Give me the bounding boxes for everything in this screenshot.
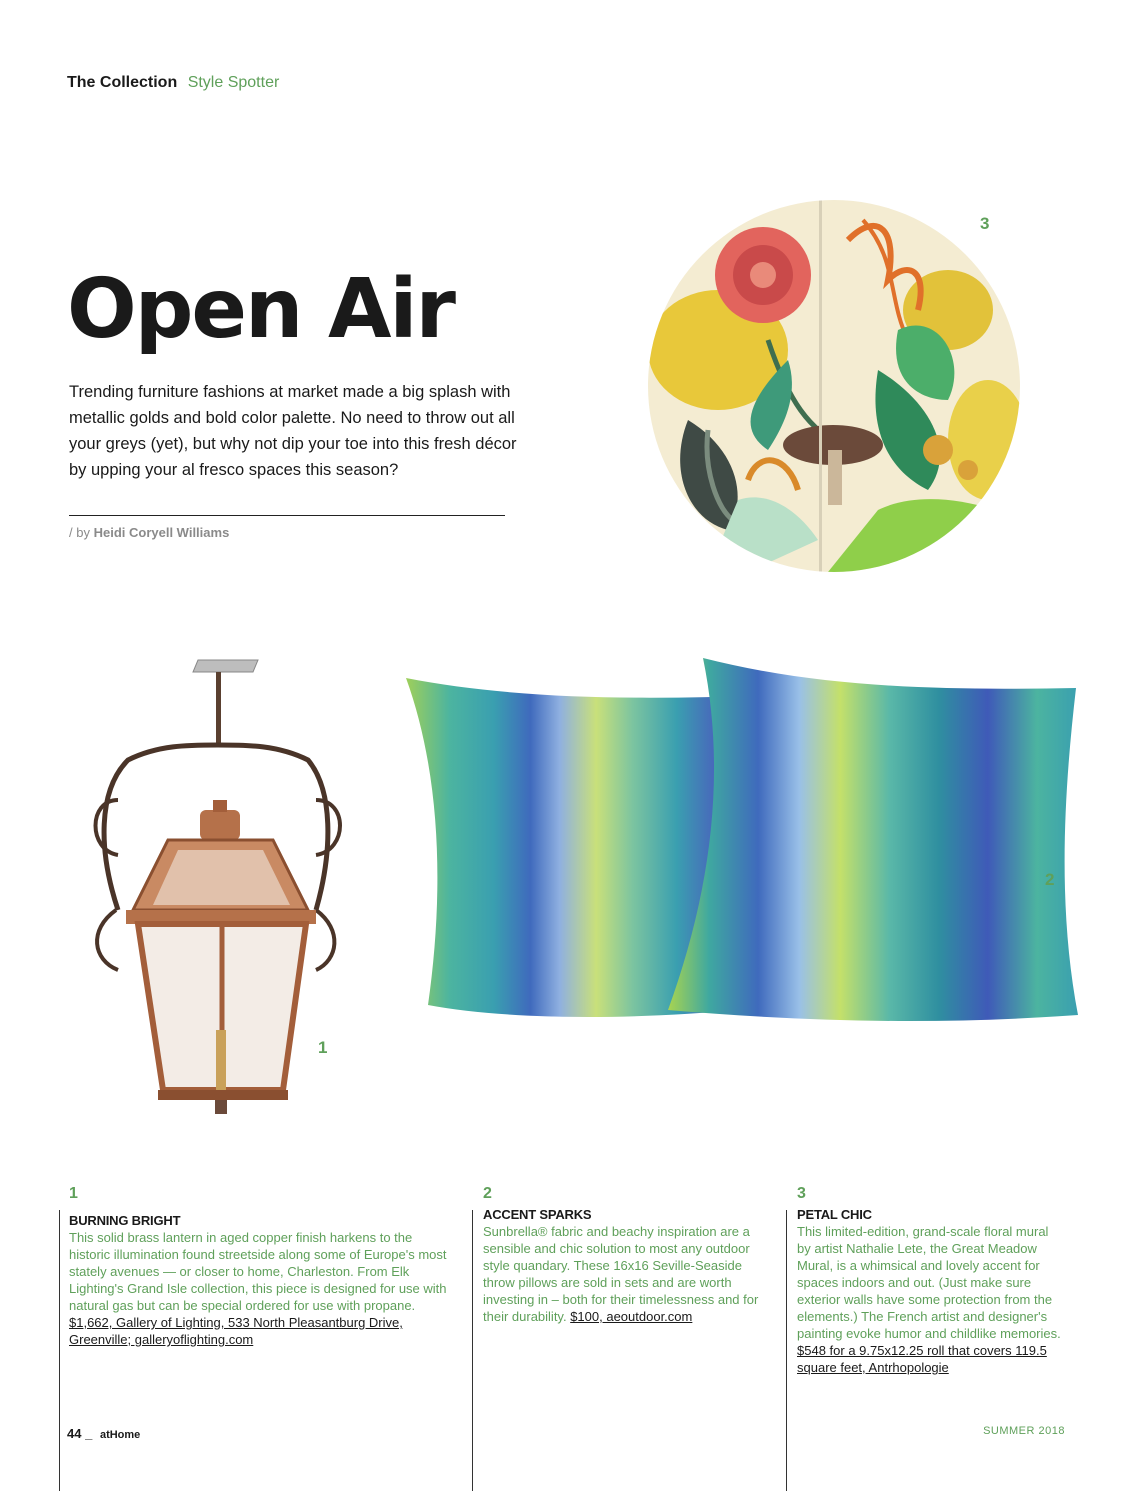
subsection-name: Style Spotter [187, 74, 280, 91]
floral-mural-image [648, 200, 1020, 572]
item-3-heading: PETAL CHIC [797, 1207, 872, 1222]
mural-number-label: 3 [980, 214, 990, 233]
item-1-number: 1 [69, 1185, 78, 1202]
item-2-heading: ACCENT SPARKS [483, 1207, 592, 1222]
column-divider-1 [59, 1210, 60, 1491]
item-2-body-text: Sunbrella® fabric and beachy inspiration are a sensible and chic solution to most any outdoor style quandary. These 16x16 Seville-Seaside throw pillows are sold in sets and are worth investing in – both for their timelessness and for their durability. [483, 1224, 759, 1324]
footer-separator: _ [85, 1426, 93, 1441]
copper-lantern-image [58, 650, 358, 1120]
item-1-body-text: This solid brass lantern in aged copper finish harkens to the historic illumination found streetside along some of Europe's most stately avenues — or closer to home, Charleston. From Elk Lighting's Grand Isle collection, this piece is designed for use with natural gas but can be special ordered for use with propane. [69, 1230, 447, 1313]
item-1-heading: BURNING BRIGHT [69, 1213, 181, 1228]
article-dek: Trending furniture fashions at market made a big splash with metallic golds and bold color palette. No need to throw out all your greys (yet), but why not dip your toe into this fresh décor by upping your al fresco spaces this season? [69, 383, 517, 479]
item-3-description [797, 1185, 1065, 1376]
column-divider-2 [472, 1210, 473, 1491]
page-number: 44 [67, 1426, 82, 1441]
item-3-body-text: This limited-edition, grand-scale floral mural by artist Nathalie Lete, the Great Meadow Mural, is a whimsical and lovely accent for spaces indoors and out. (Just make sure exterior walls have some protection from the elements.) The French artist and designer's painting evoke humor and childlike memories. [797, 1224, 1061, 1341]
column-divider-3 [786, 1210, 787, 1491]
issue-label: SUMMER 2018 [983, 1425, 1065, 1437]
byline [69, 525, 229, 540]
item-3-number: 3 [797, 1185, 806, 1202]
item-2-description [483, 1185, 775, 1325]
item-2-number: 2 [483, 1185, 492, 1202]
byline-prefix: / by [69, 525, 90, 540]
striped-pillows-image [398, 650, 1088, 1030]
item-2-body [483, 1223, 775, 1325]
magazine-name: atHome [99, 1429, 141, 1441]
item-3-body [797, 1223, 1065, 1376]
item-3-price-link[interactable]: $548 for a 9.75x12.25 roll that covers 119.5 square feet, Antrhopologie [797, 1343, 1047, 1375]
section-name: The Collection [67, 74, 178, 91]
lantern-number-label: 1 [318, 1038, 328, 1057]
pillows-number-label: 2 [1045, 870, 1055, 889]
item-2-price-link[interactable]: $100, aeoutdoor.com [570, 1309, 693, 1324]
item-1-description [69, 1185, 454, 1348]
item-1-body [69, 1229, 454, 1348]
byline-divider [69, 515, 505, 516]
article-title: Open Air [67, 262, 454, 357]
section-header [67, 74, 279, 92]
page-footer-left [67, 1426, 140, 1441]
item-1-price-link[interactable]: $1,662, Gallery of Lighting, 533 North Pleasantburg Drive, Greenville; galleryoflighting.com [69, 1315, 403, 1347]
byline-author: Heidi Coryell Williams [93, 525, 230, 540]
